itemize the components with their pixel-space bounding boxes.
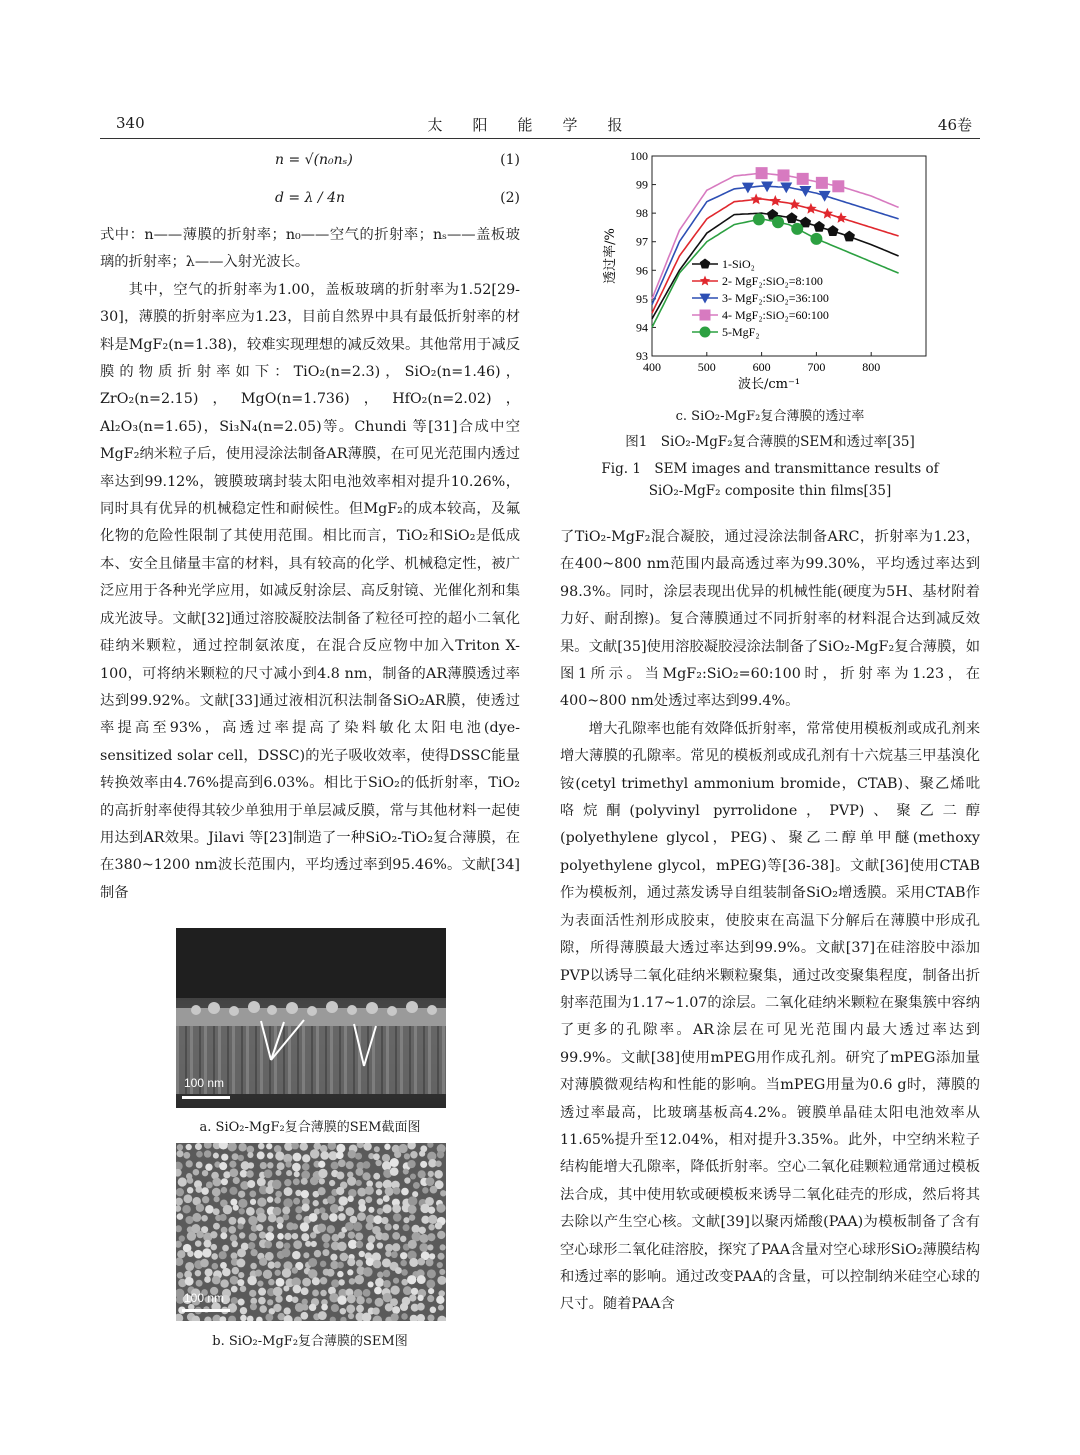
equation-2 <box>100 190 520 212</box>
data-point <box>805 203 816 214</box>
data-point <box>791 223 803 235</box>
data-point <box>700 259 710 269</box>
data-point <box>797 173 809 185</box>
data-point <box>827 225 838 236</box>
data-point <box>700 310 711 321</box>
data-point <box>756 167 768 179</box>
caption-sub-b: b. SiO₂-MgF₂复合薄膜的SEM图 <box>212 1334 408 1349</box>
data-point <box>770 195 781 206</box>
volume-label: 46卷 <box>937 116 972 134</box>
transmittance-chart <box>600 148 940 400</box>
equation-1 <box>100 152 520 174</box>
legend-label: 3- MgF₂:SiO₂=36:100 <box>722 291 829 305</box>
data-point <box>750 193 761 204</box>
caption-sub-c: c. SiO₂-MgF₂复合薄膜的透过率 <box>675 409 865 424</box>
figure-caption-en-line1: Fig. 1 SEM images and transmittance results of <box>601 461 939 477</box>
data-point <box>778 169 790 181</box>
y-tick-label: 95 <box>636 291 648 306</box>
x-axis-label: 波长/cm⁻¹ <box>737 377 801 392</box>
header-rule <box>100 138 980 139</box>
paragraph-tio2-mgf2: 了TiO₂-MgF₂混合凝胶，通过浸涂法制备ARC，折射率为1.23，在400~800 nm范围内最高透过率为99.30%，平均透过率达到98.3%。同时，涂层表现出优异的机械性能(硬度为5H、基材附着力好、耐刮擦)。复合薄膜通过不同折射率的材料混合达到减反效果。文献[35]使用溶胶凝胶浸涂法制备了SiO₂-MgF₂复合薄膜，如图1所示。当MgF₂:SiO₂=60:100时，折射率为1.23，在400~800 nm处透过率达到99.4%。 <box>560 529 980 710</box>
data-point <box>822 208 833 219</box>
data-point <box>700 276 710 286</box>
sem-top-view-image <box>176 1143 446 1321</box>
figure-caption-en-line2: SiO₂-MgF₂ composite thin films[35] <box>648 483 892 499</box>
y-tick-label: 97 <box>636 234 648 249</box>
data-point <box>772 216 784 228</box>
data-point <box>810 233 822 245</box>
legend-label: 5-MgF₂ <box>722 325 760 339</box>
legend-label: 4- MgF₂:SiO₂=60:100 <box>722 308 829 322</box>
x-tick-label: 500 <box>697 360 716 374</box>
caption-sub-a: a. SiO₂-MgF₂复合薄膜的SEM截面图 <box>199 1120 421 1135</box>
data-point <box>844 231 855 242</box>
y-tick-label: 93 <box>636 349 648 363</box>
y-tick-label: 100 <box>630 149 648 163</box>
left-column-text <box>100 222 520 907</box>
data-point <box>700 327 711 338</box>
y-tick-label: 96 <box>636 263 648 278</box>
equation-1-number: (1) <box>500 152 520 168</box>
figure-caption-cn: 图1 SiO₂-MgF₂复合薄膜的SEM和透过率[35] <box>625 434 915 450</box>
x-tick-label: 800 <box>862 360 881 374</box>
legend-label: 1-SiO₂ <box>722 257 755 271</box>
data-point <box>816 177 828 189</box>
data-point <box>813 221 824 232</box>
right-column-text <box>560 524 980 1319</box>
scale-bar-label-b: 100 nm <box>184 1291 225 1305</box>
running-header <box>100 114 980 136</box>
page-number: 340 <box>116 114 145 132</box>
y-tick-label: 98 <box>636 206 648 221</box>
equation-2-number: (2) <box>500 190 520 206</box>
paragraph-symbols: 式中：n——薄膜的折射率；n₀——空气的折射率；nₛ——盖板玻璃的折射率；λ——入射光波长。 <box>100 227 520 271</box>
x-tick-label: 600 <box>752 360 771 374</box>
data-point <box>786 212 797 223</box>
y-axis-label: 透过率/% <box>603 228 618 284</box>
data-point <box>789 199 800 210</box>
y-tick-label: 94 <box>636 320 648 335</box>
equation-1-formula: n = √(n₀nₛ) <box>275 152 353 168</box>
sem-cross-section-image <box>176 928 446 1108</box>
data-point <box>832 180 844 192</box>
data-point <box>835 212 846 223</box>
data-point <box>753 213 765 225</box>
scale-bar-label-a: 100 nm <box>184 1076 225 1090</box>
x-tick-label: 700 <box>807 360 826 374</box>
equation-2-formula: d = λ / 4n <box>275 190 346 206</box>
journal-title: 太阳能学报 <box>427 116 653 134</box>
paragraph-porosity: 增大孔隙率也能有效降低折射率，常常使用模板剂或成孔剂来增大薄膜的孔隙率。常见的模板剂或成孔剂有十六烷基三甲基溴化铵(cetyl trimethyl ammonium bromide，CTAB)、聚乙烯吡咯烷酮(polyvinyl pyrrolidone，PVP)、聚乙二醇(polyethylene glycol，PEG)、聚乙二醇单甲醚(methoxy polyethylene glycol，mPEG)等[36-38]。文献[36]使用CTAB作为模板剂，通过蒸发诱导自组装制备SiO₂增透膜。采用CTAB作为表面活性剂形成胶束，使胶束在高温下分解后在薄膜中形成孔隙，所得薄膜最大透过率达到99.9%。文献[37]在硅溶胶中添加PVP以诱导二氧化硅纳米颗粒聚集，通过改变聚集程度，制备出折射率范围为1.17~1.07的涂层。二氧化硅纳米颗粒在聚集簇中容纳了更多的孔隙率。AR涂层在可见光范围内最大透过率达到99.9%。文献[38]使用mPEG用作成孔剂。研究了mPEG添加量对薄膜微观结构和性能的影响。当mPEG用量为0.6 g时，薄膜的透过率最高，比玻璃基板高4.2%。镀膜单晶硅太阳电池效率从11.65%提升至12.04%，相对提升3.35%。此外，中空纳米粒子结构能增大孔隙率，降低折射率。空心二氧化硅颗粒通常通过模板法合成，其中使用软或硬模板来诱导二氧化硅壳的形成，然后将其去除以产生空心核。文献[39]以聚丙烯酸(PAA)为模板制备了含有空心球形二氧化硅溶胶，探究了PAA含量对空心球形SiO₂薄膜结构和透过率的影响。通过改变PAA的含量，可以控制纳米硅空心球的尺寸。随着PAA含 <box>560 720 980 1313</box>
legend-label: 2- MgF₂:SiO₂=8:100 <box>722 274 823 288</box>
x-tick-label: 400 <box>643 360 661 374</box>
y-tick-label: 99 <box>636 177 648 192</box>
paragraph-refractive-index: 其中，空气的折射率为1.00，盖板玻璃的折射率为1.52[29-30]，薄膜的折射率应为1.23，目前自然界中具有最低折射率的材料是MgF₂(n=1.38)，较难实现理想的减反效果。其他常用于减反膜的物质折射率如下：TiO₂(n=2.3)，SiO₂(n=1.46)，ZrO₂(n=2.15)，MgO(n=1.736)，HfO₂(n=2.02)，Al₂O₃(n=1.65)，Si₃N₄(n=2.05)等。Chundi 等[31]合成中空MgF₂纳米粒子后，使用浸涂法制备AR薄膜，在可见光范围内透过率达到99.12%，镀膜玻璃封装太阳电池效率相对提升10.26%，同时具有优异的机械稳定性和耐候性。但MgF₂的成本较高，及氟化物的危险性限制了其使用范围。相比而言，TiO₂和SiO₂是低成本、安全且储量丰富的材料，具有较高的化学、机械稳定性，被广泛应用于各种光学应用，如减反射涂层、高反射镜、光催化剂和集成光波导。文献[32]通过溶胶凝胶法制备了粒径可控的超小二氧化硅纳米颗粒，通过控制氨浓度，在混合反应物中加入Triton X-100，可将纳米颗粒的尺寸减小到4.8 nm，制备的AR薄膜透过率达到99.92%。文献[33]通过液相沉积法制备SiO₂AR膜，使透过率提高至93%，高透过率提高了染料敏化太阳电池(dye-sensitized solar cell，DSSC)的光子吸收效率，使得DSSC能量转换效率由4.76%提高到6.03%。相比于SiO₂的低折射率，TiO₂的高折射率使得其较少单独用于单层减反膜，常与其他材料一起使用达到AR效果。Jilavi 等[23]制造了一种SiO₂-TiO₂复合薄膜，在在380~1200 nm波长范围内，平均透过率到95.46%。文献[34]制备 <box>100 281 520 901</box>
